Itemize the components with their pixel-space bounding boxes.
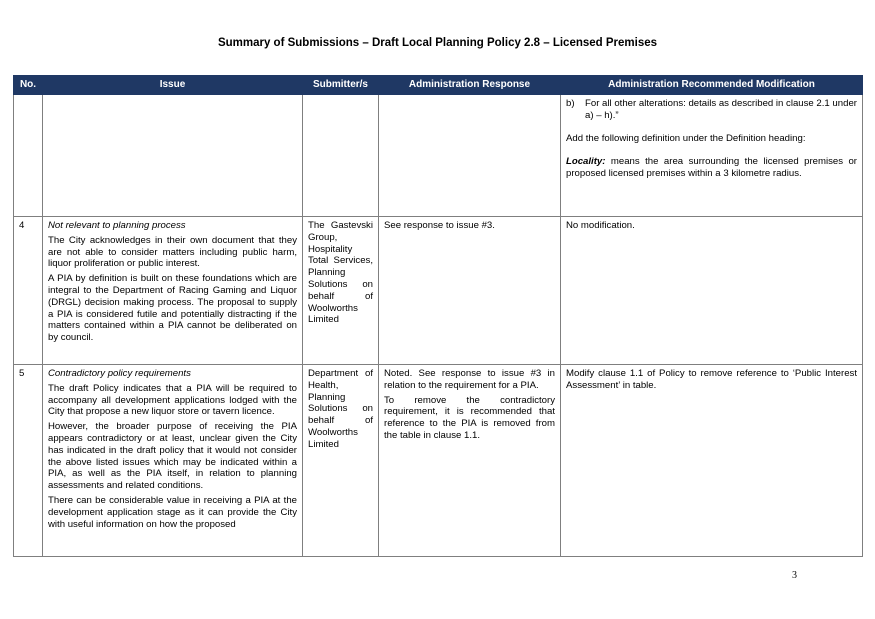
cell-issue bbox=[43, 365, 303, 557]
table-row bbox=[14, 217, 863, 365]
table-row bbox=[14, 365, 863, 557]
cell-response bbox=[379, 217, 561, 365]
issue-paragraph: There can be considerable value in receiving a PIA at the development application stage as it can provide the City with useful information on how the proposed bbox=[48, 494, 297, 530]
list-marker: b) bbox=[566, 98, 575, 109]
clause-list-item bbox=[566, 98, 857, 122]
issue-heading: Contradictory policy requirements bbox=[48, 368, 191, 379]
header-no: No. bbox=[14, 76, 43, 95]
issue-paragraph: A PIA by definition is built on these foundations which are integral to the Department of Racing Gaming and Liquor (DRGL) decision making process. The proposal to supply a PIA is considered futile and potentially distracting if the matters contained within a PIA cannot be deliberated on by council. bbox=[48, 273, 297, 344]
cell-response bbox=[379, 365, 561, 557]
page-number: 3 bbox=[792, 570, 797, 581]
submissions-table bbox=[13, 75, 863, 557]
cell-no: 5 bbox=[14, 365, 43, 557]
cell-modification: Modify clause 1.1 of Policy to remove reference to ‘Public Interest Assessment’ in table. bbox=[561, 365, 863, 557]
table-row-continued bbox=[14, 95, 863, 217]
header-issue: Issue bbox=[43, 76, 303, 95]
cell-modification: No modification. bbox=[561, 217, 863, 365]
issue-paragraph: The City acknowledges in their own document that they are not able to consider matters including public harm, liquor proliferation or public interest. bbox=[48, 234, 297, 270]
cell-response bbox=[379, 95, 561, 217]
header-submitter: Submitter/s bbox=[303, 76, 379, 95]
definition-term: Locality: bbox=[566, 156, 606, 168]
cell-submitter: The Gastevski Group, Hospitality Total Services, Planning Solutions on behalf of Woolworths Limited bbox=[303, 217, 379, 365]
cell-modification bbox=[561, 95, 863, 217]
table-header-row bbox=[14, 76, 863, 95]
list-text: For all other alterations: details as described in clause 2.1 under a) – h).” bbox=[585, 98, 857, 121]
response-paragraph: To remove the contradictory requirement, it is recommended that reference to the PIA is removed from the table in clause 1.1. bbox=[384, 394, 555, 441]
issue-paragraph: The draft Policy indicates that a PIA will be required to accompany all development applications lodged with the City that propose a new liquor store or tavern licence. bbox=[48, 382, 297, 418]
header-modification: Administration Recommended Modification bbox=[561, 76, 863, 95]
cell-no: 4 bbox=[14, 217, 43, 365]
issue-heading: Not relevant to planning process bbox=[48, 220, 186, 231]
response-paragraph: Noted. See response to issue #3 in relation to the requirement for a PIA. bbox=[384, 368, 555, 391]
definition-intro: Add the following definition under the Definition heading: bbox=[566, 133, 806, 145]
definition-paragraph bbox=[566, 156, 857, 180]
definition-text: means the area surrounding the licensed premises or proposed licensed premises within a 3 kilometre radius. bbox=[566, 156, 857, 179]
response-paragraph: See response to issue #3. bbox=[384, 220, 495, 231]
document-title: Summary of Submissions – Draft Local Planning Policy 2.8 – Licensed Premises bbox=[217, 37, 658, 49]
issue-paragraph: However, the broader purpose of receiving the PIA appears contradictory or at least, unclear given the City has indicated in the draft policy that it would not consider the above listed issues which may be indicated within a PIA, as well as the PIA itself, in relation to planning assessments and related conditions. bbox=[48, 421, 297, 492]
cell-submitter bbox=[303, 95, 379, 217]
cell-no bbox=[14, 95, 43, 217]
cell-issue bbox=[43, 217, 303, 365]
header-response: Administration Response bbox=[379, 76, 561, 95]
cell-issue bbox=[43, 95, 303, 217]
cell-submitter: Department of Health, Planning Solutions on behalf of Woolworths Limited bbox=[303, 365, 379, 557]
